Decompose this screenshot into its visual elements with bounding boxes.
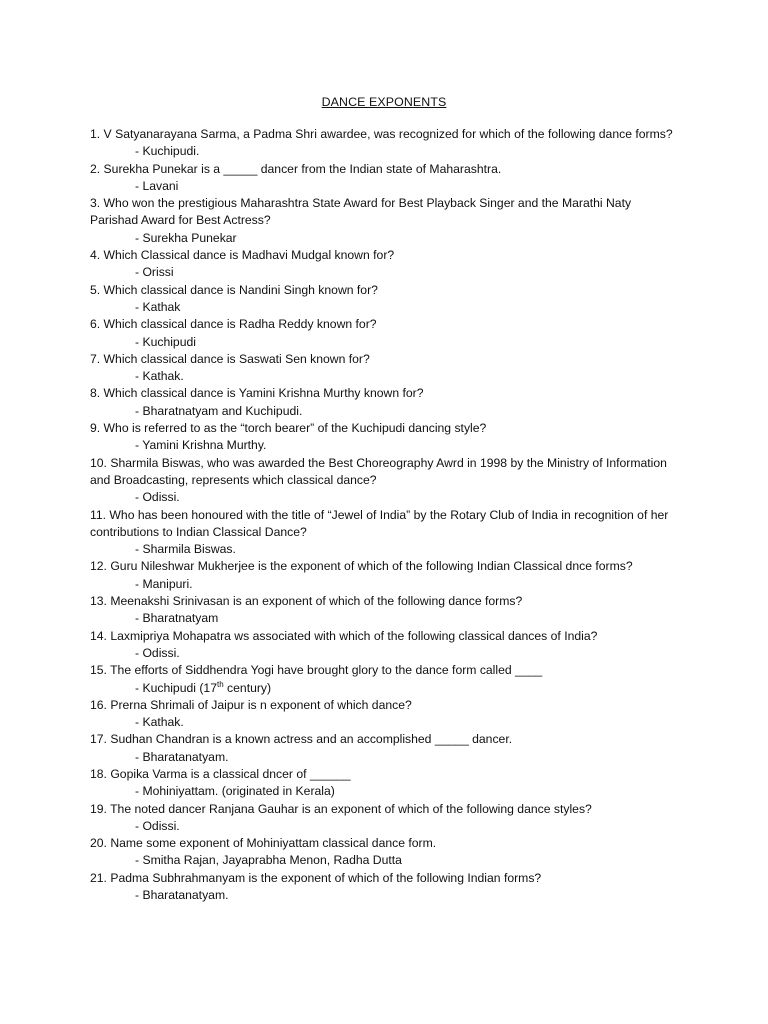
answer-text: - Bharatanatyam.: [135, 888, 229, 903]
answer-text: - Kuchipudi: [135, 334, 196, 349]
question-text: 13. Meenakshi Srinivasan is an exponent of which of the following dance forms?: [90, 594, 523, 609]
question-item: [90, 662, 680, 697]
question-item: [90, 316, 680, 351]
answer-text: - Yamini Krishna Murthy.: [135, 438, 267, 453]
question-item: [90, 628, 680, 663]
question-item: [90, 593, 680, 628]
document-title: DANCE EXPONENTS: [321, 95, 447, 109]
answer-text: - Bharatnatyam and Kuchipudi.: [135, 403, 303, 418]
question-text: 10. Sharmila Biswas, who was awarded the Best Choreography Awrd in 1998 by the Ministry of Information and Broadcasting, represents which classical dance?: [90, 455, 667, 487]
question-text: 18. Gopika Varma is a classical dncer of ______: [90, 766, 351, 781]
ordinal-superscript: th: [216, 679, 224, 689]
question-list: [90, 126, 680, 904]
question-text: 12. Guru Nileshwar Mukherjee is the exponent of which of the following Indian Classical dnce forms?: [90, 559, 633, 574]
answer-text: - Bharatnatyam: [135, 611, 219, 626]
question-text: 8. Which classical dance is Yamini Krishna Murthy known for?: [90, 386, 424, 401]
question-text: 21. Padma Subhrahmanyam is the exponent of which of the following Indian forms?: [90, 870, 542, 885]
question-item: [90, 835, 680, 870]
question-text: 14. Laxmipriya Mohapatra ws associated with which of the following classical dances of India?: [90, 628, 598, 643]
question-text: 15. The efforts of Siddhendra Yogi have brought glory to the dance form called ____: [90, 663, 543, 678]
answer-suffix-text: century): [223, 680, 272, 695]
question-text: 3. Who won the prestigious Maharashtra State Award for Best Playback Singer and the Marathi Naty Parishad Award for Best Actress?: [90, 196, 632, 228]
answer-text: - Sharmila Biswas.: [135, 542, 236, 557]
answer-text: - Smitha Rajan, Jayaprabha Menon, Radha Dutta: [135, 853, 402, 868]
question-item: [90, 126, 680, 161]
question-item: [90, 507, 680, 559]
question-text: 17. Sudhan Chandran is a known actress and an accomplished _____ dancer.: [90, 732, 513, 747]
question-item: [90, 870, 680, 905]
question-item: [90, 697, 680, 732]
question-item: [90, 420, 680, 455]
answer-text: - Odissi.: [135, 645, 180, 660]
question-item: [90, 195, 680, 247]
answer-text: - Odissi.: [135, 818, 180, 833]
question-text: 2. Surekha Punekar is a _____ dancer from the Indian state of Maharashtra.: [90, 161, 502, 176]
question-text: 19. The noted dancer Ranjana Gauhar is an exponent of which of the following dance styles?: [90, 801, 592, 816]
question-text: 11. Who has been honoured with the title of “Jewel of India” by the Rotary Club of India in recognition of her contributions to Indian Classical Dance?: [90, 507, 669, 539]
question-item: [90, 558, 680, 593]
answer-text: - Orissi: [135, 265, 174, 280]
answer-text: - Bharatanatyam.: [135, 749, 229, 764]
question-item: [90, 161, 680, 196]
question-text: 4. Which Classical dance is Madhavi Mudgal known for?: [90, 248, 395, 263]
answer-text: - Kathak: [135, 299, 181, 314]
question-text: 1. V Satyanarayana Sarma, a Padma Shri awardee, was recognized for which of the following dance forms?: [90, 127, 673, 141]
answer-text: [90, 680, 680, 697]
question-text: 7. Which classical dance is Saswati Sen known for?: [90, 351, 370, 366]
question-item: [90, 455, 680, 507]
answer-text: - Kathak.: [135, 715, 184, 730]
question-item: [90, 385, 680, 420]
question-text: 20. Name some exponent of Mohiniyattam classical dance form.: [90, 836, 437, 851]
question-item: [90, 351, 680, 386]
question-text: 9. Who is referred to as the “torch bearer” of the Kuchipudi dancing style?: [90, 421, 487, 436]
question-text: 6. Which classical dance is Radha Reddy known for?: [90, 317, 377, 332]
question-item: [90, 247, 680, 282]
question-item: [90, 282, 680, 317]
answer-text: - Lavani: [135, 178, 179, 193]
answer-text: - Mohiniyattam. (originated in Kerala): [135, 784, 335, 799]
answer-text: - Odissi.: [135, 490, 180, 505]
answer-main-text: - Kuchipudi (17: [135, 680, 217, 695]
answer-text: - Manipuri.: [135, 576, 193, 591]
question-item: [90, 766, 680, 801]
answer-text: - Kathak.: [135, 369, 184, 384]
question-item: [90, 731, 680, 766]
question-item: [90, 801, 680, 836]
answer-text: - Kuchipudi.: [135, 144, 200, 159]
answer-text: - Surekha Punekar: [135, 230, 237, 245]
question-text: 5. Which classical dance is Nandini Singh known for?: [90, 282, 378, 297]
question-text: 16. Prerna Shrimali of Jaipur is n exponent of which dance?: [90, 697, 412, 712]
